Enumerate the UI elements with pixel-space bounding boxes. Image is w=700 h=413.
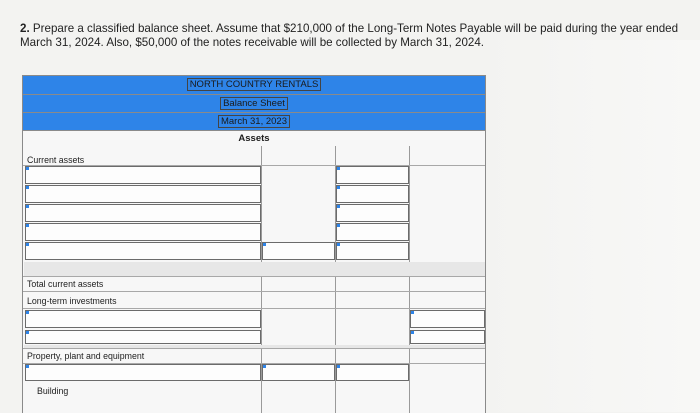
current-asset-amount-input-3[interactable]: [336, 204, 409, 222]
current-asset-name-input-3[interactable]: [25, 204, 261, 222]
question-body: Prepare a classified balance sheet. Assume that $210,000 of the Long-Term Notes Payable will be paid during the year ended March 31, 2024. Also, $50,000 of the notes receivable will be collected by March 31, 2024.: [20, 22, 679, 49]
current-asset-name-input-4[interactable]: [25, 223, 261, 241]
assets-heading: Assets: [23, 130, 485, 147]
blank-row: [24, 262, 485, 276]
label-building: Building: [37, 386, 69, 396]
date-header: [23, 112, 485, 130]
page-fade: [484, 40, 700, 412]
current-asset-amount-input-1[interactable]: [336, 166, 409, 184]
label-total-current-assets: Total current assets: [27, 279, 104, 289]
statement-date: March 31, 2023: [218, 115, 290, 128]
current-asset-amount-input-4[interactable]: [336, 223, 409, 241]
current-asset-amount-input-2[interactable]: [336, 185, 409, 203]
current-asset-subtotal-input[interactable]: [262, 242, 335, 260]
company-header: [23, 76, 485, 94]
ppe-amount-input[interactable]: [262, 364, 335, 381]
current-asset-name-input-2[interactable]: [25, 185, 261, 203]
balance-sheet-table: [22, 75, 486, 413]
company-name: NORTH COUNTRY RENTALS: [187, 78, 322, 91]
ppe-name-input[interactable]: [25, 364, 261, 381]
label-current-assets: Current assets: [27, 155, 85, 165]
current-asset-amount-input-5[interactable]: [336, 242, 409, 260]
statement-header: [23, 94, 485, 113]
label-long-term-investments: Long-term investments: [27, 296, 117, 306]
label-ppe: Property, plant and equipment: [27, 351, 145, 361]
investment-amount-input[interactable]: [410, 310, 485, 328]
row-divider: [23, 308, 485, 309]
investment-name-input[interactable]: [25, 310, 261, 328]
current-asset-name-input-5[interactable]: [25, 242, 261, 260]
row-divider: [23, 291, 485, 292]
current-asset-name-input-1[interactable]: [25, 166, 261, 184]
ppe-subtotal-input[interactable]: [336, 364, 409, 381]
row-divider: [23, 276, 485, 277]
investment-amount-input-2[interactable]: [410, 330, 485, 344]
question-number: 2.: [20, 22, 30, 35]
investment-name-input-2[interactable]: [25, 330, 261, 344]
statement-title: Balance Sheet: [220, 97, 288, 110]
column-divider: [409, 146, 410, 413]
row-divider: [23, 348, 485, 349]
